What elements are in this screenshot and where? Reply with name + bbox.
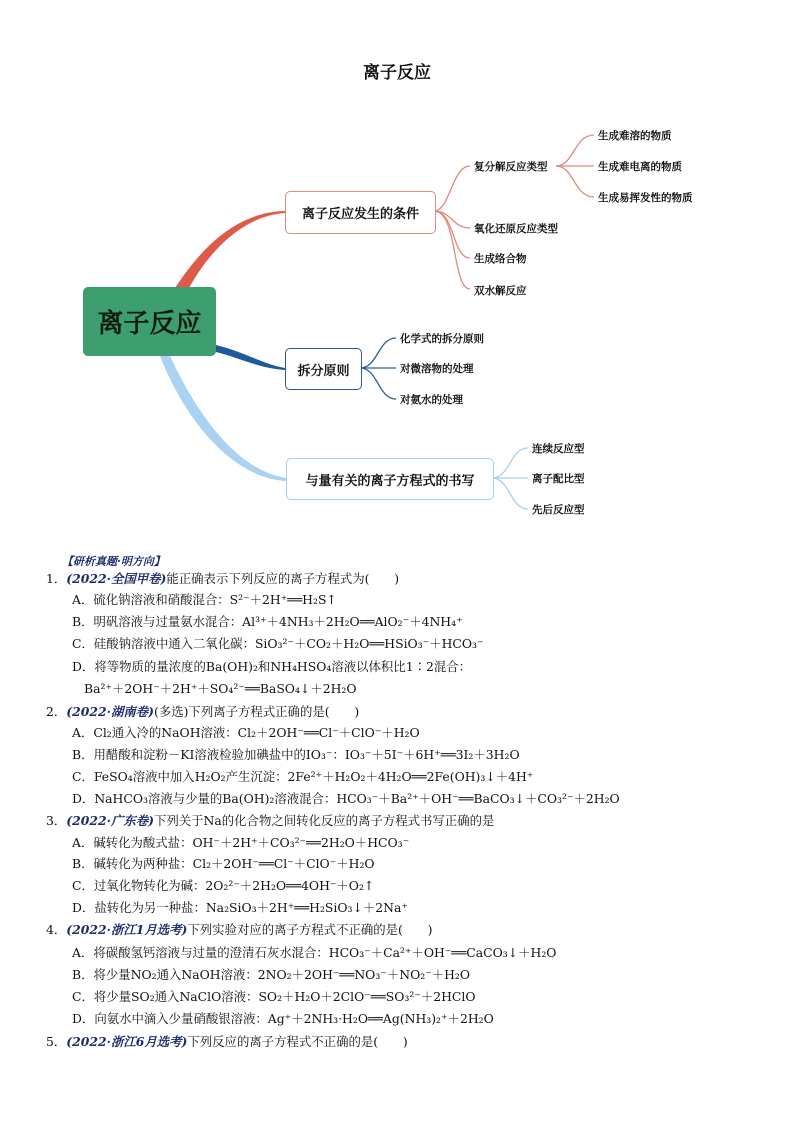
mindmap-leaf: 双水解反应 [474, 285, 527, 297]
question-4-option-a: A．将碳酸氢钙溶液与过量的澄清石灰水混合：HCO₃⁻＋Ca²⁺＋OH⁻══CaCO₃↓＋H₂O [72, 945, 557, 960]
question-1-option-d-cont: Ba²⁺＋2OH⁻＋2H⁺＋SO₄²⁻══BaSO₄↓＋2H₂O [84, 681, 357, 696]
question-3-option-a: A．碱转化为酸式盐：OH⁻＋2H⁺＋CO₃²⁻══2H₂O＋HCO₃⁻ [72, 835, 410, 850]
question-4-stem: 4．(2022·浙江1月选考)下列实验对应的离子方程式不正确的是( ) [46, 922, 433, 937]
question-2-option-c: C．FeSO₄溶液中加入H₂O₂产生沉淀：2Fe²⁺＋H₂O₂＋4H₂O══2Fe(OH)₃↓＋4H⁺ [72, 769, 534, 784]
question-1-stem: 1．(2022·全国甲卷)能正确表示下列反应的离子方程式为( ) [46, 571, 400, 586]
page-title: 离子反应 [363, 63, 431, 83]
mindmap-leaf: 生成难溶的物质 [598, 130, 672, 142]
mindmap-leaf: 化学式的拆分原则 [400, 333, 484, 345]
connector-branch1 [175, 211, 285, 290]
mindmap-leaf: 生成难电离的物质 [598, 161, 682, 173]
question-1-option-b: B．明矾溶液与过量氨水混合：Al³⁺＋4NH₃＋2H₂O══AlO₂⁻＋4NH₄⁺ [72, 614, 463, 629]
question-3-option-d: D．盐转化为另一种盐：Na₂SiO₃＋2H⁺══H₂SiO₃↓＋2Na⁺ [72, 900, 408, 915]
connector-branch2 [216, 345, 285, 370]
question-2-option-a: A．Cl₂通入冷的NaOH溶液：Cl₂＋2OH⁻══Cl⁻＋ClO⁻＋H₂O [72, 725, 420, 740]
question-5-stem: 5．(2022·浙江6月选考)下列反应的离子方程式不正确的是( ) [46, 1034, 408, 1049]
mindmap-leaf: 离子配比型 [532, 473, 585, 485]
mindmap-leaf: 生成易挥发性的物质 [598, 192, 693, 204]
question-4-option-b: B．将少量NO₂通入NaOH溶液：2NO₂＋2OH⁻══NO₃⁻＋NO₂⁻＋H₂O [72, 967, 471, 982]
question-1-option-d: D．将等物质的量浓度的Ba(OH)₂和NH₄HSO₄溶液以体积比1∶2混合： [72, 659, 472, 674]
question-2-option-b: B．用醋酸和淀粉－KI溶液检验加碘盐中的IO₃⁻：IO₃⁻＋5I⁻＋6H⁺══3I₂＋3H₂O [72, 747, 520, 762]
mindmap-branch-quantity: 与量有关的离子方程式的书写 [286, 458, 494, 500]
question-2-stem: 2．(2022·湖南卷)(多选)下列离子方程式正确的是( ) [46, 704, 360, 719]
mindmap-node-metathesis: 复分解反应类型 [474, 161, 548, 173]
mindmap-leaf: 对微溶物的处理 [400, 363, 474, 375]
mindmap-branch-conditions: 离子反应发生的条件 [285, 191, 436, 234]
mindmap-leaf: 氧化还原反应类型 [474, 223, 558, 235]
connector-branch3 [160, 356, 286, 481]
mindmap-leaf: 先后反应型 [532, 504, 585, 516]
question-4-option-c: C．将少量SO₂通入NaClO溶液：SO₂＋H₂O＋2ClO⁻══SO₃²⁻＋2HClO [72, 989, 476, 1004]
question-4-option-d: D．向氨水中滴入少量硝酸银溶液：Ag⁺＋2NH₃·H₂O══Ag(NH₃)₂⁺＋2H₂O [72, 1011, 494, 1026]
question-3-stem: 3．(2022·广东卷)下列关于Na的化合物之间转化反应的离子方程式书写正确的是 [46, 813, 495, 828]
mindmap-branch-split-rules: 拆分原则 [285, 348, 362, 390]
mindmap-root: 离子反应 [83, 287, 216, 356]
question-2-option-d: D．NaHCO₃溶液与少量的Ba(OH)₂溶液混合：HCO₃⁻＋Ba²⁺＋OH⁻══BaCO₃↓＋CO₃²⁻＋2H₂O [72, 791, 620, 806]
question-3-option-c: C．过氧化物转化为碱：2O₂²⁻＋2H₂O══4OH⁻＋O₂↑ [72, 878, 375, 893]
question-1-option-a: A．硫化钠溶液和硝酸混合：S²⁻＋2H⁺══H₂S↑ [72, 592, 337, 607]
mindmap-leaf: 连续反应型 [532, 443, 585, 455]
mindmap-leaf: 对氨水的处理 [400, 394, 463, 406]
section-header: 【研析真题·明方向】 [62, 555, 165, 568]
question-1-option-c: C．硅酸钠溶液中通入二氧化碳：SiO₃²⁻＋CO₂＋H₂O══HSiO₃⁻＋HCO₃⁻ [72, 636, 484, 651]
mindmap-leaf: 生成络合物 [474, 253, 527, 265]
question-3-option-b: B．碱转化为两种盐：Cl₂＋2OH⁻══Cl⁻＋ClO⁻＋H₂O [72, 856, 375, 871]
